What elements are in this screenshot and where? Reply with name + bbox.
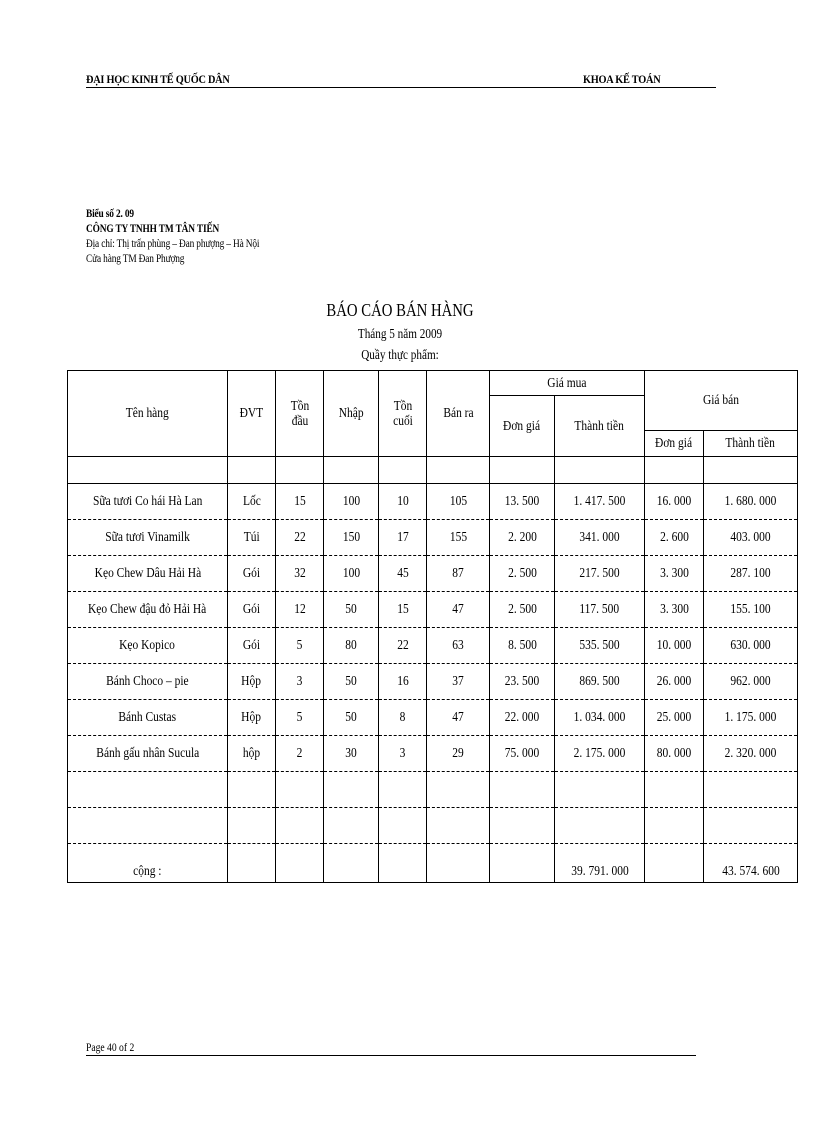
header-divider [86,87,716,88]
table-row [68,520,798,556]
table-cell [555,772,645,808]
report-title: BÁO CÁO BÁN HÀNG [326,300,474,320]
table-cell: 117. 500 [555,592,645,628]
table-cell [427,808,490,844]
table-cell: Hộp [228,664,276,700]
table-cell: Kẹo Kopico [68,628,228,664]
table-cell: 2. 175. 000 [555,736,645,772]
table-cell: 869. 500 [555,664,645,700]
company-info [86,206,259,266]
table-cell: Kẹo Chew đậu đỏ Hải Hà [68,592,228,628]
company-name: CÔNG TY TNHH TM TÂN TIẾN [86,221,220,235]
table-cell [379,808,427,844]
table-cell: 100 [324,556,379,592]
col-header-closing: Tồn cuối [379,371,427,457]
table-row [68,736,798,772]
table-cell [704,772,798,808]
table-row [68,664,798,700]
table-cell: 1. 034. 000 [555,700,645,736]
table-cell: 23. 500 [490,664,555,700]
table-cell: 2. 500 [490,556,555,592]
table-cell [68,772,228,808]
table-cell: 5 [276,700,324,736]
table-cell [555,808,645,844]
table-cell [645,772,704,808]
table-cell: 217. 500 [555,556,645,592]
table-cell: 45 [379,556,427,592]
table-cell: 29 [427,736,490,772]
sales-report-table [67,370,798,883]
table-row [68,556,798,592]
page-number: Page 40 of 2 [86,1040,135,1054]
col-header-purchase-unit-price: Đơn giá [490,396,555,457]
table-cell: Gói [228,592,276,628]
table-cell [427,772,490,808]
table-row [68,700,798,736]
table-cell: 150 [324,520,379,556]
table-cell: 2. 200 [490,520,555,556]
report-period: Tháng 5 năm 2009 [357,327,443,342]
table-cell: 10. 000 [645,628,704,664]
table-cell: 50 [324,664,379,700]
table-cell: 17 [379,520,427,556]
table-cell: 22 [276,520,324,556]
table-cell: 15 [276,484,324,520]
table-cell: 3 [276,664,324,700]
table-cell [490,772,555,808]
table-cell: 105 [427,484,490,520]
table-cell: hộp [228,736,276,772]
table-row [68,772,798,808]
table-cell: 8 [379,700,427,736]
total-purchase-amount: 39. 791. 000 [555,844,645,883]
table-cell [490,808,555,844]
table-cell: 2 [276,736,324,772]
table-cell: 15 [379,592,427,628]
table-cell: 26. 000 [645,664,704,700]
table-cell: 22. 000 [490,700,555,736]
col-group-sale: Giá bán [645,371,798,431]
table-cell: Hộp [228,700,276,736]
table-cell: 16. 000 [645,484,704,520]
table-cell: Bánh gấu nhân Sucula [68,736,228,772]
table-cell [228,808,276,844]
total-row [68,844,798,883]
col-header-sale-amount: Thành tiền [704,431,798,457]
table-body [68,484,798,844]
table-cell: 50 [324,592,379,628]
table-cell [68,808,228,844]
table-row [68,808,798,844]
table-cell: 25. 000 [645,700,704,736]
table-cell [645,808,704,844]
table-cell: 3 [379,736,427,772]
table-cell: 100 [324,484,379,520]
footer-divider [86,1055,696,1056]
col-header-opening: Tồn đầu [276,371,324,457]
table-cell: 63 [427,628,490,664]
table-cell: 3. 300 [645,592,704,628]
table-cell: 75. 000 [490,736,555,772]
table-cell: 13. 500 [490,484,555,520]
table-cell: 341. 000 [555,520,645,556]
table-cell: Bánh Custas [68,700,228,736]
table-row [68,628,798,664]
table-cell: Gói [228,556,276,592]
table-cell: Sữa tươi Vinamilk [68,520,228,556]
table-cell [324,772,379,808]
table-cell: 155 [427,520,490,556]
table-cell [704,808,798,844]
table-cell: 630. 000 [704,628,798,664]
table-cell: Bánh Choco – pie [68,664,228,700]
table-cell: Kẹo Chew Dâu Hải Hà [68,556,228,592]
table-cell [324,808,379,844]
col-header-unit: ĐVT [228,371,276,457]
col-group-purchase: Giá mua [490,371,645,396]
table-cell: 3. 300 [645,556,704,592]
total-label: cộng : [68,844,228,883]
table-cell [379,772,427,808]
table-cell [276,772,324,808]
table-cell: Túi [228,520,276,556]
table-cell: 30 [324,736,379,772]
table-cell: 10 [379,484,427,520]
table-cell [276,808,324,844]
table-cell: 403. 000 [704,520,798,556]
table-cell: 535. 500 [555,628,645,664]
table-cell: 962. 000 [704,664,798,700]
table-cell: 2. 600 [645,520,704,556]
table-row [68,484,798,520]
col-header-purchase-amount: Thành tiền [555,396,645,457]
table-cell: 87 [427,556,490,592]
table-cell: 12 [276,592,324,628]
table-cell: 32 [276,556,324,592]
table-cell: 80 [324,628,379,664]
table-cell: Lốc [228,484,276,520]
store-name: Cửa hàng TM Đan Phượng [86,251,185,265]
table-cell: 16 [379,664,427,700]
table-cell: Gói [228,628,276,664]
table-cell: Sữa tươi Co hái Hà Lan [68,484,228,520]
table-cell: 37 [427,664,490,700]
table-cell: 50 [324,700,379,736]
col-header-sold: Bán ra [427,371,490,457]
col-header-sale-unit-price: Đơn giá [645,431,704,457]
table-cell: 47 [427,592,490,628]
total-sale-amount: 43. 574. 600 [704,844,798,883]
table-cell: 2. 320. 000 [704,736,798,772]
table-cell: 2. 500 [490,592,555,628]
col-header-name: Tên hàng [68,371,228,457]
table-cell: 1. 175. 000 [704,700,798,736]
table-cell: 80. 000 [645,736,704,772]
faculty-name: KHOA KẾ TOÁN [583,72,661,86]
form-number: Biểu số 2. 09 [86,206,134,220]
table-cell [228,772,276,808]
table-cell: 287. 100 [704,556,798,592]
table-cell: 1. 680. 000 [704,484,798,520]
table-cell: 22 [379,628,427,664]
table-cell: 5 [276,628,324,664]
table-cell: 47 [427,700,490,736]
table-cell: 155. 100 [704,592,798,628]
company-address: Địa chỉ: Thị trấn phùng – Đan phượng – Hà Nội [86,236,260,250]
table-row [68,592,798,628]
table-cell: 1. 417. 500 [555,484,645,520]
table-cell: 8. 500 [490,628,555,664]
university-name: ĐẠI HỌC KINH TẾ QUỐC DÂN [86,72,230,86]
col-header-import: Nhập [324,371,379,457]
report-counter: Quầy thực phẩm: [361,348,439,363]
